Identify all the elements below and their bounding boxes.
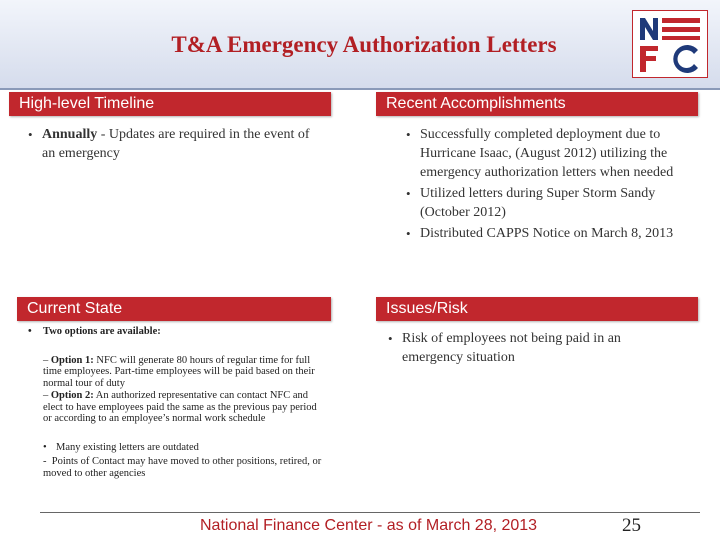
- timeline-list: [26, 125, 326, 165]
- option-1: – Option 1: NFC will generate 80 hours of regular time for full time employees. Part-time employees will be paid based on their normal tour of duty: [43, 354, 315, 389]
- note-item: - Points of Contact may have moved to other positions, retired, or moved to other agencies: [43, 456, 322, 479]
- current-state-header: Current State: [17, 297, 331, 321]
- footer-text: National Finance Center - as of March 28, 2013: [200, 517, 538, 534]
- note-item: • Many existing letters are outdated: [43, 441, 199, 453]
- accomplishments-list: [404, 125, 692, 245]
- accomplishment-item: • Successfully completed deployment due to Hurricane Isaac, (August 2012) utilizing the emergency authorization letters when needed: [404, 125, 692, 182]
- accomplishment-item: • Utilized letters during Super Storm Sandy (October 2012): [404, 184, 692, 222]
- footer-divider: [40, 512, 700, 513]
- issues-list: [386, 329, 676, 369]
- page-number: 25: [622, 515, 641, 536]
- slide-title: T&A Emergency Authorization Letters: [171, 32, 557, 57]
- accomplishment-item: • Distributed CAPPS Notice on March 8, 2013: [404, 224, 692, 243]
- issues-header: Issues/Risk: [376, 297, 698, 321]
- timeline-header: High-level Timeline: [9, 92, 331, 116]
- nfc-logo: [632, 10, 708, 78]
- accomplishments-header: Recent Accomplishments: [376, 92, 698, 116]
- timeline-item: • Annually - Updates are required in the event of an emergency: [26, 125, 326, 163]
- option-2: – Option 2: An authorized representative can contact NFC and elect to have employees paid the same as the previous pay period or according to an employee’s normal work schedule: [43, 390, 317, 424]
- issue-item: • Risk of employees not being paid in an emergency situation: [386, 329, 676, 367]
- current-state-body: [26, 326, 326, 479]
- current-state-intro: • Two options are available:: [28, 326, 161, 337]
